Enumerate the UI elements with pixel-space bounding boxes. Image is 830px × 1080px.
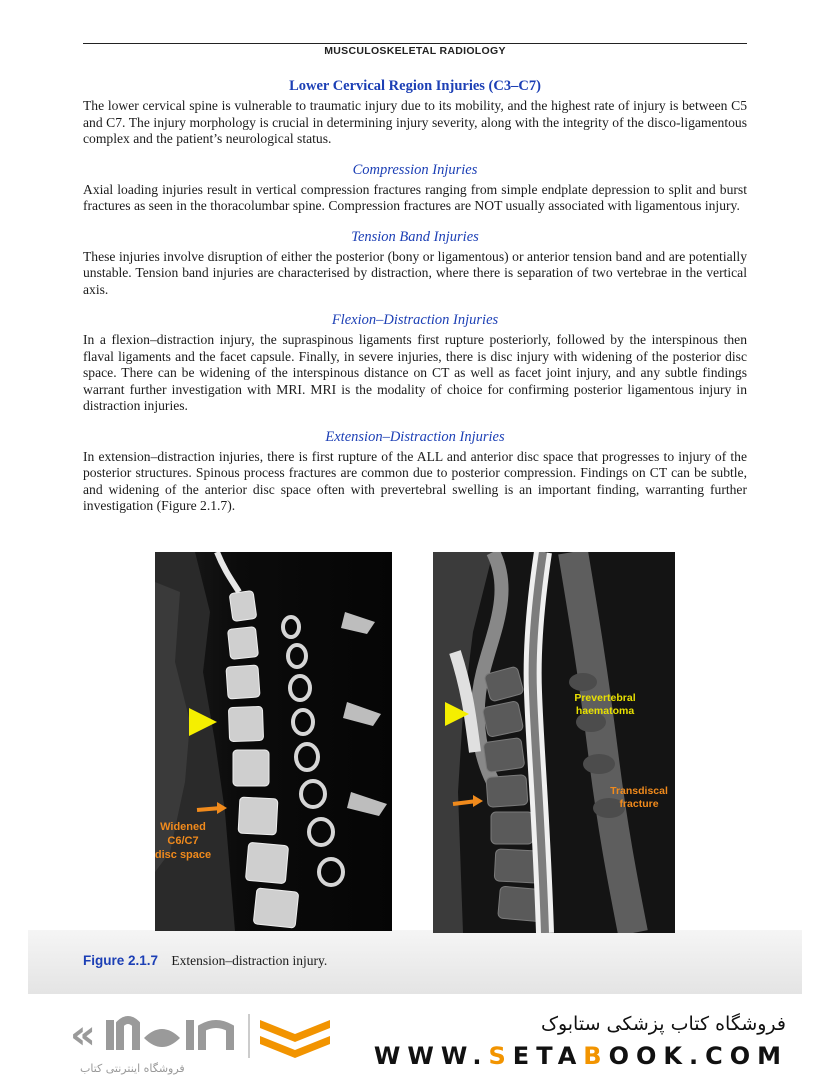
ct-label-line1: Widened [160,821,206,833]
ct-label-line2: C6/C7 [167,835,199,847]
section-text-compression: Axial loading injuries result in vertical compression fractures ranging from simple endplate depression to split and burst fractures as seen in the thoracolumbar spine. Compression fractures are NOT usually associated with ligamentous injury. [83,181,747,213]
setabook-logo[interactable] [70,1010,340,1066]
running-head: MUSCULOSKELETAL RADIOLOGY [324,45,506,57]
figure-caption [83,953,327,969]
figure-caption-text: Extension–distraction injury. [171,953,328,968]
website-letter-b: B [583,1042,609,1070]
website-part1: WWW. [373,1042,489,1070]
mri-label-prevertebral-line2: haematoma [575,705,635,717]
section-heading-tension-band: Tension Band Injuries [351,228,479,245]
logo-chevrons [260,1020,330,1058]
section-text-tension-band: These injuries involve disruption of either the posterior (bony or ligamentous) or anterior tension band and are potentially unstable. Tension band injuries are characterised by distraction, where there is separation of two vertebrae in the vertical axis. [83,248,747,297]
ct-label-line3: disc space [155,849,212,861]
svg-text:«: « [70,1012,96,1058]
figure-label: Figure 2.1.7 [83,953,159,968]
mri-label-prevertebral-line1: Prevertebral [574,692,636,704]
section-heading-lower-cervical: Lower Cervical Region Injuries (C3–C7) [289,78,541,94]
mri-label-transdiscal-line2: fracture [619,798,659,810]
ct-spine-illustration [155,552,392,931]
store-name: فروشگاه کتاب پزشکی ستابوک [540,1013,786,1035]
section-heading-extension-distraction: Extension–Distraction Injuries [325,428,505,445]
section-heading-compression: Compression Injuries [352,161,478,178]
section-text-flexion-distraction: In a flexion–distraction injury, the supraspinous ligaments first rupture posteriorly, followed by the interspinous then flaval ligaments and the facet capsule. Finally, in severe injuries, there is disc injury with widening of the posterior disc space. There can be widening of the interspinous distance on CT as well as facet joint injury, and any subtle findings warrant further investigation with MRI. MRI is the modality of choice for confirming posterior ligamentous injury in distraction injuries. [83,332,747,413]
mri-label-transdiscal-line1: Transdiscal [610,785,668,797]
logo-subtitle: فروشگاه اینترنتی کتاب [80,1062,185,1075]
website-letter-s: S [488,1042,513,1070]
website-part-end: OOK.COM [608,1042,788,1070]
section-heading-flexion-distraction: Flexion–Distraction Injuries [331,312,499,328]
website-url[interactable] [374,1042,788,1070]
website-part-mid: ETA [512,1042,584,1070]
mri-spine-illustration [433,552,675,933]
setabook-logo-icon [70,1010,340,1062]
mri-sagittal-image [433,552,675,933]
header-rule [83,43,747,44]
section-text-extension-distraction: In extension–distraction injuries, there is first rupture of the ALL and anterior disc space that progresses to injury of the posterior structures. Spinous process fractures are common due to posterior compression. Findings on CT can be subtle, and widening of the anterior disc space often with prevertebral swelling is an important finding, warranting further investigation (Figure 2.1.7). [83,448,747,513]
page-content [83,78,747,529]
ct-sagittal-image [155,552,392,931]
section-text-lower-cervical: The lower cervical spine is vulnerable to traumatic injury due to its mobility, and the highest rate of injury is between C5 and C7. The injury morphology is crucial in determining injury severity, along with the integrity of the disco-ligamentous complex and the patient’s neurological status. [83,98,747,146]
